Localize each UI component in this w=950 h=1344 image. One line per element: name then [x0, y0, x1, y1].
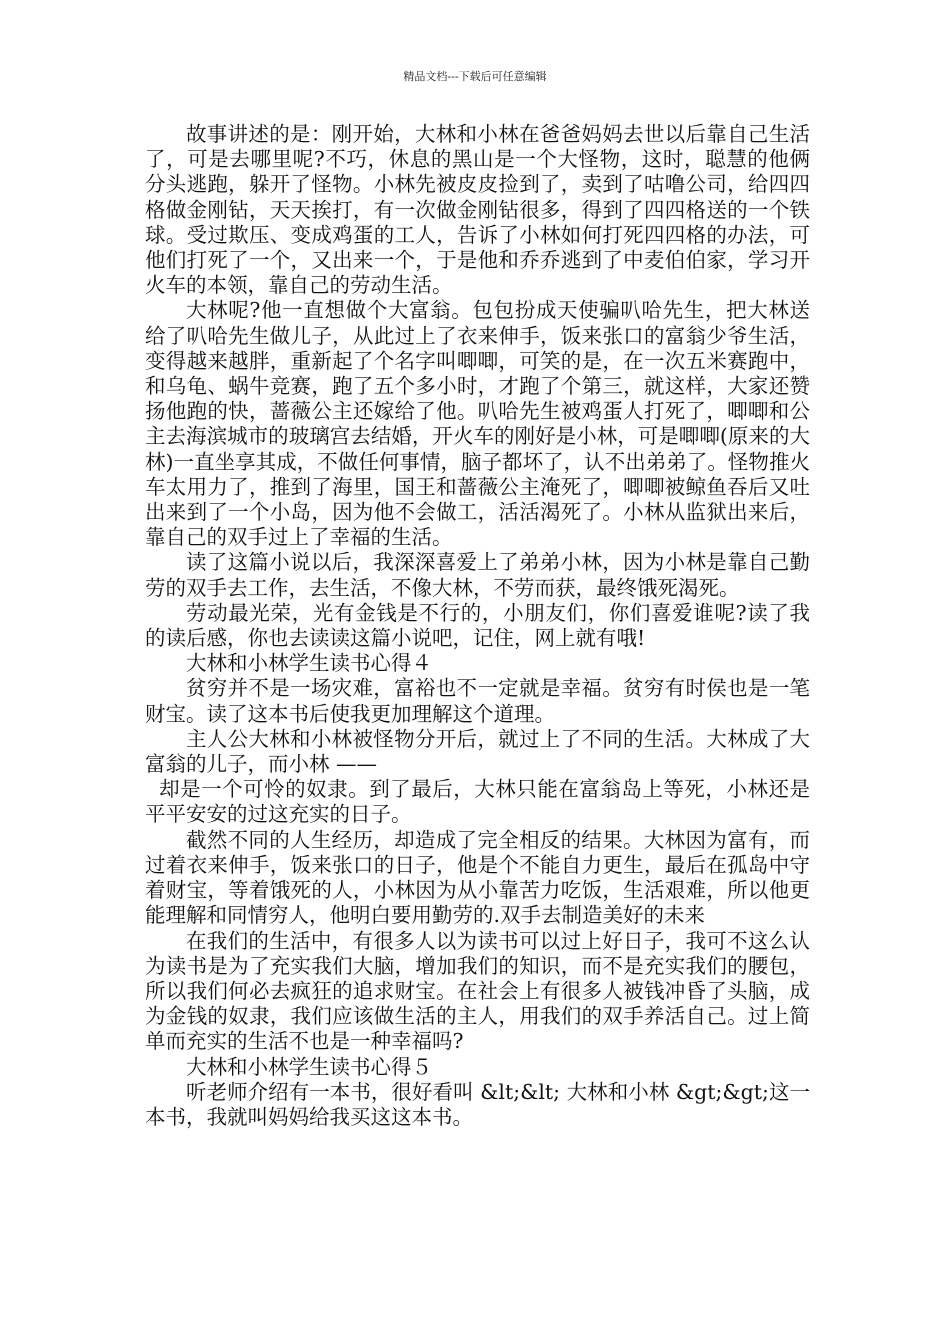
paragraph: 主人公大林和小林被怪物分开后，就过上了不同的生活。大林成了大富翁的儿子，而小林 ——	[145, 726, 810, 777]
section-heading: 大林和小林学生读书心得４	[186, 651, 432, 676]
page-header: 精品文档---下载后可任意编辑	[403, 70, 547, 83]
paragraph: 劳动最光荣，光有金钱是不行的，小朋友们，你们喜爱谁呢?读了我的读后感，你也去读读这篇小说吧，记住，网上就有哦!	[145, 600, 810, 651]
paragraph: 却是一个可怜的奴隶。到了最后，大林只能在富翁岛上等死，小林还是平平安安的过这充实的日子。	[145, 777, 810, 827]
section-heading: 大林和小林学生读书心得５	[186, 1054, 432, 1079]
paragraph: 截然不同的人生经历，却造成了完全相反的结果。大林因为富有，而过着衣来伸手，饭来张口的日子，他是个不能自力更生，最后在孤岛中守着财宝，等着饿死的人，小林因为从小靠苦力吃饭，生活艰难，所以他更能理解和同情穷人，他明白要用勤劳的.双手去制造美好的未来	[145, 827, 810, 928]
paragraph: 听老师介绍有一本书，很好看叫 &lt;&lt; 大林和小林 &gt;&gt;这一本书，我就叫妈妈给我买这这本书。	[145, 1079, 810, 1129]
paragraph: 贫穷并不是一场灾难，富裕也不一定就是幸福。贫穷有时侯也是一笔财宝。读了这本书后使我更加理解这个道理。	[145, 676, 810, 726]
paragraph: 在我们的生活中，有很多人以为读书可以过上好日子，我可不这么认为读书是为了充实我们大脑，增加我们的知识，而不是充实我们的腰包，所以我们何必去疯狂的追求财宝。在社会上有很多人被钱冲昏了头脑，成为金钱的奴隶，我们应该做生活的主人，用我们的双手养活自己。过上简单而充实的生活不也是一种幸福吗?	[145, 928, 810, 1054]
paragraph: 大林呢?他一直想做个大富翁。包包扮成天使骗叭哈先生，把大林送给了叭哈先生做儿子，从此过上了衣来伸手，饭来张口的富翁少爷生活，变得越来越胖，重新起了个名字叫唧唧，可笑的是，在一次五米赛跑中，和乌龟、蜗牛竞赛，跑了五个多小时，才跑了个第三，就这样，大家还赞扬他跑的快，蔷薇公主还嫁给了他。叭哈先生被鸡蛋人打死了，唧唧和公主去海滨城市的玻璃宫去结婚，开火车的刚好是小林，可是唧唧(原来的大林)一直坐享其成，不做任何事情，脑子都坏了，认不出弟弟了。怪物推火车太用力了，推到了海里，国王和蔷薇公主淹死了，唧唧被鲸鱼吞后又吐出来到了一个小岛，因为他不会做工，活活渴死了。小林从监狱出来后，靠自己的双手过上了幸福的生活。	[145, 298, 810, 550]
document-body	[145, 122, 810, 1130]
paragraph: 故事讲述的是：刚开始，大林和小林在爸爸妈妈去世以后靠自己生活了，可是去哪里呢?不巧，休息的黑山是一个大怪物，这时，聪慧的他俩分头逃跑，躲开了怪物。小林先被皮皮捡到了，卖到了咕噜公司，给四四格做金刚钻，天天挨打，有一次做金刚钻很多，得到了四四格送的一个铁球。受过欺压、变成鸡蛋的工人，告诉了小林如何打死四四格的办法，可他们打死了一个，又出来一个，于是他和乔乔逃到了中麦伯伯家，学习开火车的本领，靠自己的劳动生活。	[145, 122, 810, 298]
paragraph: 读了这篇小说以后，我深深喜爱上了弟弟小林，因为小林是靠自己勤劳的双手去工作，去生活，不像大林，不劳而获，最终饿死渴死。	[145, 550, 810, 600]
